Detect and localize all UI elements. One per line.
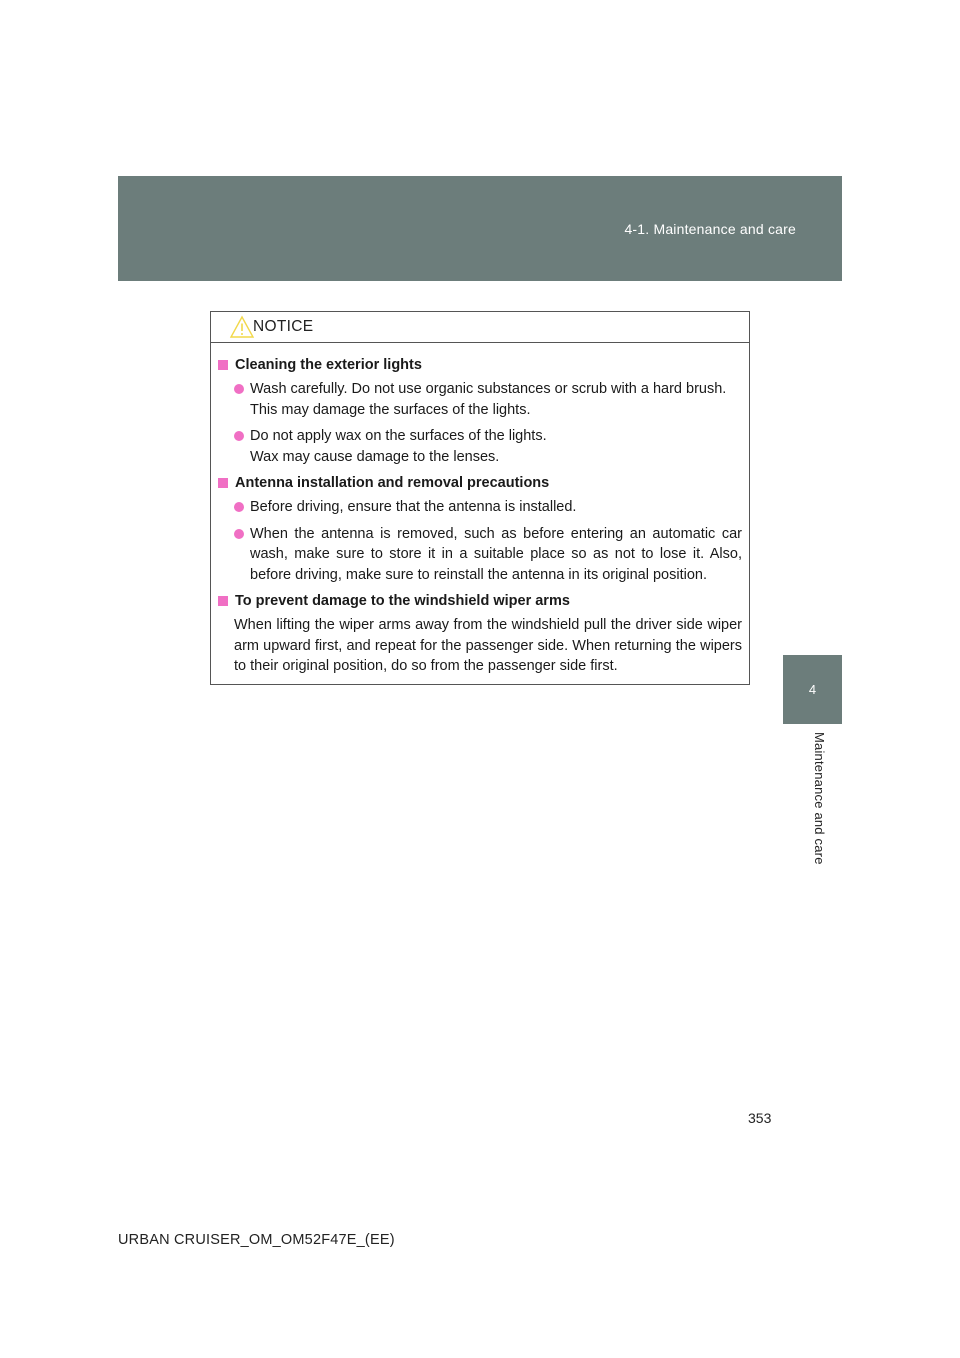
page-number: 353 [748,1110,772,1126]
header-band [118,176,842,281]
warning-triangle-icon [229,315,255,339]
circle-bullet-icon [234,384,244,394]
circle-bullet-icon [234,502,244,512]
list-item: Do not apply wax on the surfaces of the lights. Wax may cause damage to the lenses. [234,426,742,467]
section-heading: Antenna installation and removal precautions [218,473,742,493]
notice-body [211,343,749,677]
document-id: URBAN CRUISER_OM_OM52F47E_(EE) [118,1232,395,1248]
list-item: Wash carefully. Do not use organic substances or scrub with a hard brush. This may damage the surfaces of the lights. [234,379,742,420]
paragraph: When lifting the wiper arms away from the windshield pull the driver side wiper arm upward first, and repeat for the passenger side. When returning the wipers to their original position, do so from the passenger side first. [234,617,742,674]
notice-box [210,311,750,685]
notice-header [211,312,749,343]
section-title: 4-1. Maintenance and care [624,221,796,237]
chapter-tab [783,655,842,724]
list-item: When the antenna is removed, such as before entering an automatic car wash, make sure to store it in a suitable place so as not to lose it. Also, before driving, make sure to reinstall the antenna in its original position. [234,524,742,586]
section-heading: To prevent damage to the windshield wiper arms [218,591,742,611]
section-heading: Cleaning the exterior lights [218,355,742,375]
list-item: Before driving, ensure that the antenna is installed. [234,497,742,518]
square-bullet-icon [218,596,228,606]
chapter-number: 4 [808,682,817,697]
square-bullet-icon [218,360,228,370]
square-bullet-icon [218,478,228,488]
chapter-label: Maintenance and care [812,732,827,865]
notice-title: NOTICE [253,318,314,335]
circle-bullet-icon [234,529,244,539]
circle-bullet-icon [234,431,244,441]
